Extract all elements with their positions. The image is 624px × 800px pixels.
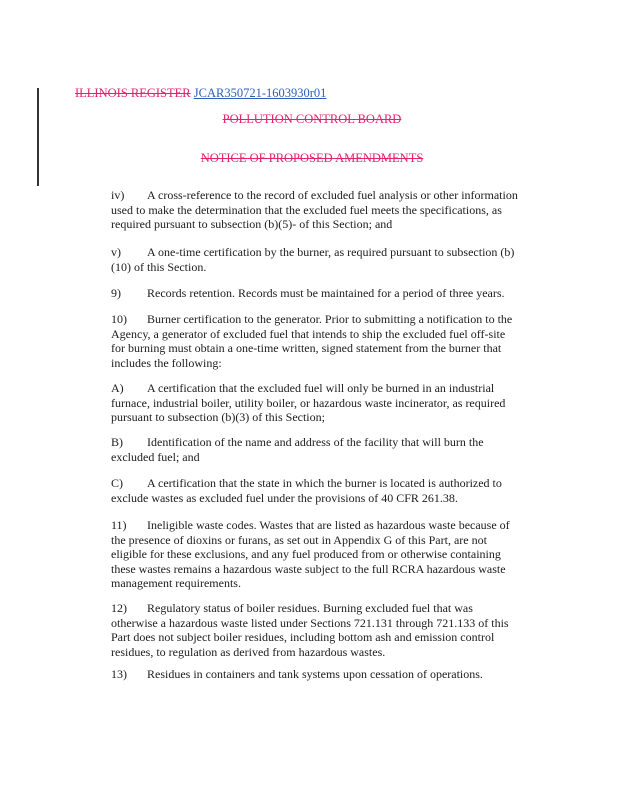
paragraph-10 (111, 312, 521, 370)
paragraph-text: Identification of the name and address of the facility that will burn the excluded fuel; and (111, 435, 484, 464)
paragraph-11 (111, 518, 521, 591)
paragraph-label: iv) (111, 188, 125, 202)
paragraph-text: A certification that the excluded fuel will only be burned in an industrial furnace, industrial boiler, utility boiler, or hazardous waste incinerator, as required pursuant to subsection (b)(3) of this Section; (111, 381, 506, 424)
paragraph-text: Burner certification to the generator. Prior to submitting a notification to the Agency, a generator of excluded fuel that intends to ship the excluded fuel off-site for burning must obtain a one-time written, signed statement from the burner that includes the following: (111, 312, 513, 370)
paragraph-text: Records retention. Records must be maintained for a period of three years. (147, 286, 505, 300)
paragraph-label: 13) (111, 667, 127, 681)
paragraph-label: 12) (111, 601, 127, 615)
paragraph-label: B) (111, 435, 123, 449)
deleted-register-title: ILLINOIS REGISTER (75, 86, 191, 100)
paragraph-12 (111, 601, 521, 659)
paragraph-text: Residues in containers and tank systems upon cessation of operations. (147, 667, 483, 681)
paragraph-v (111, 245, 521, 274)
paragraph-label: 9) (111, 286, 121, 300)
paragraph-iv (111, 188, 521, 232)
revision-change-bar (37, 88, 39, 186)
paragraph-text: A certification that the state in which the burner is located is authorized to exclude wastes as excluded fuel under the provisions of 40 CFR 261.38. (111, 476, 502, 505)
board-title: POLLUTION CONTROL BOARD (222, 112, 402, 126)
paragraph-text: Regulatory status of boiler residues. Burning excluded fuel that was otherwise a hazardous waste listed under Sections 721.131 through 721.133 of this Part does not subject boiler residues, including bottom ash and emission control residues, to regulation as derived from hazardous wastes. (111, 601, 509, 659)
paragraph-label: A) (111, 381, 124, 395)
paragraph-C (111, 476, 521, 505)
register-header (75, 86, 326, 101)
paragraph-13 (111, 667, 521, 682)
paragraph-text: A cross-reference to the record of excluded fuel analysis or other information used to make the determination that the excluded fuel meets the specifications, as required pursuant to subsection (b)(5)- of this Section; and (111, 188, 518, 231)
paragraph-text: A one-time certification by the burner, as required pursuant to subsection (b)(10) of this Section. (111, 245, 515, 274)
paragraph-9 (111, 286, 521, 301)
paragraph-A (111, 381, 521, 425)
paragraph-label: 11) (111, 518, 127, 532)
notice-title: NOTICE OF PROPOSED AMENDMENTS (200, 151, 424, 165)
paragraph-B (111, 435, 521, 464)
paragraph-label: 10) (111, 312, 127, 326)
paragraph-text: Ineligible waste codes. Wastes that are listed as hazardous waste because of the presence of dioxins or furans, as set out in Appendix G of this Part, are not eligible for these exclusions, and any fuel produced from or otherwise containing these wastes remains a hazardous waste subject to the full RCRA hazardous waste management requirements. (111, 518, 510, 590)
inserted-jcar-id: JCAR350721-1603930r01 (193, 86, 327, 100)
paragraph-label: C) (111, 476, 123, 490)
paragraph-label: v) (111, 245, 121, 259)
